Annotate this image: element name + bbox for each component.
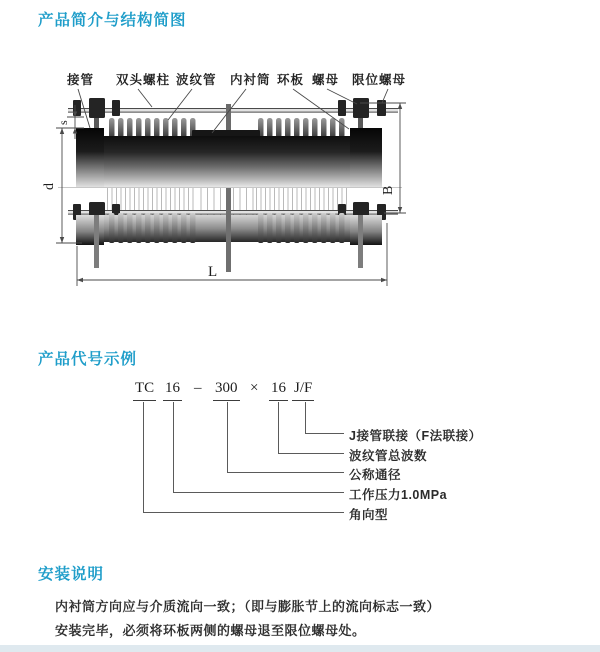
part-label: 接管 [67, 73, 95, 87]
callout-label: 波纹管总波数 [349, 449, 428, 463]
bellows-group-upper-right [258, 118, 345, 138]
bellows-group-upper-left [109, 118, 196, 138]
callout-label: J接管联接（F法联接） [349, 429, 482, 443]
code-token: 300 [213, 380, 240, 401]
intro-section-heading: 产品简介与结构简图 [38, 12, 187, 29]
callout-line [278, 402, 279, 453]
code-token: × [250, 380, 259, 396]
code-token: – [194, 380, 202, 396]
part-label: 限位螺母 [352, 73, 407, 87]
dimension-l-label: L [208, 264, 218, 280]
install-section-heading: 安装说明 [38, 566, 105, 583]
part-label: 波纹管 [176, 73, 217, 87]
code-token: 16 [163, 380, 182, 401]
code-section-heading: 产品代号示例 [38, 351, 138, 368]
install-text-line: 内衬筒方向应与介质流向一致；（即与膨胀节上的流向标志一致） [55, 599, 441, 614]
part-label: 环板 [277, 73, 305, 87]
callout-line [278, 453, 344, 454]
callout-line [143, 512, 344, 513]
shell-upper [104, 136, 352, 187]
code-token: TC [133, 380, 156, 401]
part-label: 双头螺柱 [116, 73, 171, 87]
part-label: 内衬筒 [230, 73, 271, 87]
stud-lower-right [358, 215, 363, 268]
callout-label: 角向型 [349, 508, 389, 522]
stud-center-lower [226, 188, 231, 272]
callout-label: 工作压力1.0MPa [349, 488, 448, 502]
pipe-end-lower-left [76, 215, 104, 245]
stud-lower-left [94, 215, 99, 268]
callout-line [173, 402, 174, 492]
callout-line [305, 402, 306, 433]
callout-line [305, 433, 344, 434]
part-label: 螺母 [312, 73, 340, 87]
dimension-b-label: B [381, 185, 396, 195]
code-token: J/F [292, 380, 314, 401]
callout-line [227, 402, 228, 472]
page-footer-strip [0, 645, 600, 652]
install-text-line: 安装完毕，必须将环板两侧的螺母退至限位螺母处。 [55, 623, 366, 638]
pipe-end-lower-right [350, 215, 382, 245]
callout-line [227, 472, 344, 473]
expansion-joint-drawing [40, 55, 485, 310]
callout-label: 公称通径 [349, 468, 402, 482]
structure-diagram [40, 55, 485, 310]
code-token: 16 [269, 380, 288, 401]
callout-line [143, 402, 144, 512]
callout-line [173, 492, 344, 493]
pipe-end-upper-left [76, 128, 104, 187]
pipe-end-upper-right [350, 128, 382, 187]
dimension-d-label: d [42, 183, 57, 190]
dimension-s-label: s [56, 120, 70, 125]
